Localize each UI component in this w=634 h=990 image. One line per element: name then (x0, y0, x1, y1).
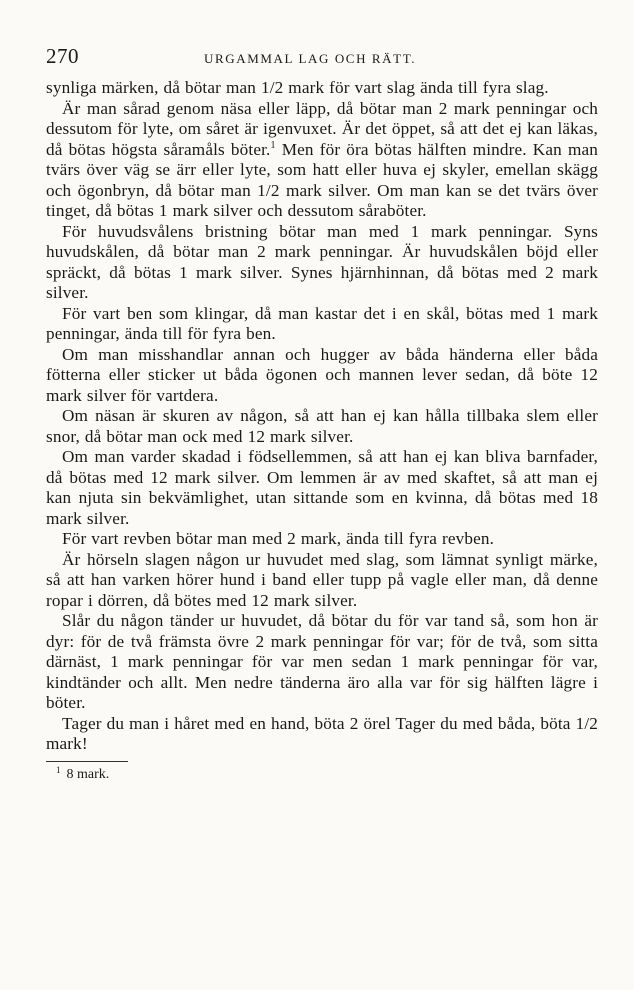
paragraph (46, 78, 598, 99)
paragraph-text: Om man misshandlar annan och hugger av båda händerna eller båda fötterna eller sticker ut båda ögonen och mannen lever sedan, då böte 12 mark silver för vartdera. (46, 344, 598, 405)
page-header (46, 44, 598, 74)
paragraph (46, 550, 598, 612)
body-text (46, 78, 598, 755)
book-page (46, 44, 598, 784)
footnote-divider (46, 761, 128, 762)
page-number: 270 (46, 44, 79, 68)
running-title: URGAMMAL LAG OCH RÄTT. (204, 51, 417, 66)
paragraph-text: synliga märken, då bötar man 1/2 mark för vart slag ända till fyra slag. (46, 78, 549, 97)
paragraph-text: Är hörseln slagen någon ur huvudet med slag, som lämnat synligt märke, så att han varken hörer hund i band eller tupp på vagle eller man, då denne ropar i dörren, då bötes med 12 mark silver. (46, 549, 598, 610)
footnote (46, 766, 598, 784)
paragraph (46, 222, 598, 304)
paragraph (46, 611, 598, 714)
paragraph-text: Om man varder skadad i födsellemmen, så att han ej kan bliva barnfader, då bötas med 12 mark silver. Om lemmen är av med skaftet, så att man ej kan njuta sin bekvämlighet, utan sittande som en kvinna, då bötas med 18 mark silver. (46, 447, 598, 528)
paragraph-text: Men för öra bötas hälften mindre. Kan man tvärs över väg se ärr eller lyte, som hatt eller huva ej skyler, emellan skägg och ögonbryn, då bötar man 1/2 mark silver. Om man kan se det tvärs över tinget, då bötas 1 mark silver och dessutom såraböter. (46, 139, 598, 220)
paragraph (46, 529, 598, 550)
paragraph-text: Om näsan är skuren av någon, så att han ej kan hålla tillbaka slem eller snor, då bötar man ock med 12 mark silver. (46, 406, 598, 446)
paragraph-text: För huvudsvålens bristning bötar man med 1 mark penningar. Syns huvudskålen, då bötar man 2 mark penningar. Är huvudskålen böjd eller spräckt, då bötas 1 mark silver. Synes hjärnhinnan, då bötas med 2 mark silver. (46, 221, 598, 302)
paragraph (46, 447, 598, 529)
paragraph-text: Tager du man i håret med en hand, böta 2 örel Tager du med båda, böta 1/2 mark! (46, 713, 598, 753)
footnote-text: 8 mark. (66, 766, 110, 782)
paragraph (46, 714, 598, 755)
paragraph (46, 406, 598, 447)
paragraph (46, 345, 598, 407)
paragraph-text: Är man sårad genom näsa eller läpp, då bötar man 2 mark penningar och dessutom för lyte, om såret är igenvuxet. Är det öppet, så att det ej kan läkas, då bötas högsta såramåls böter. (46, 98, 598, 159)
paragraph-text: För vart revben bötar man med 2 mark, ända till fyra revben. (62, 529, 495, 548)
paragraph (46, 304, 598, 345)
paragraph-text: För vart ben som klingar, då man kastar det i en skål, bötas med 1 mark penningar, ända till för fyra ben. (46, 303, 598, 343)
footnote-marker: 1 (56, 764, 61, 775)
paragraph-text: Slår du någon tänder ur huvudet, då bötar du för var tand så, som hon är dyr: för de två främsta övre 2 mark penningar för var; för de två, som sitta därnäst, 1 mark penningar för var men sedan 1 mark penningar för var, kindtänder och allt. Men nedre tänderna äro alla var för sig hälften lägre i böter. (46, 611, 598, 712)
paragraph (46, 99, 598, 222)
footnote-reference: 1 (270, 139, 276, 151)
